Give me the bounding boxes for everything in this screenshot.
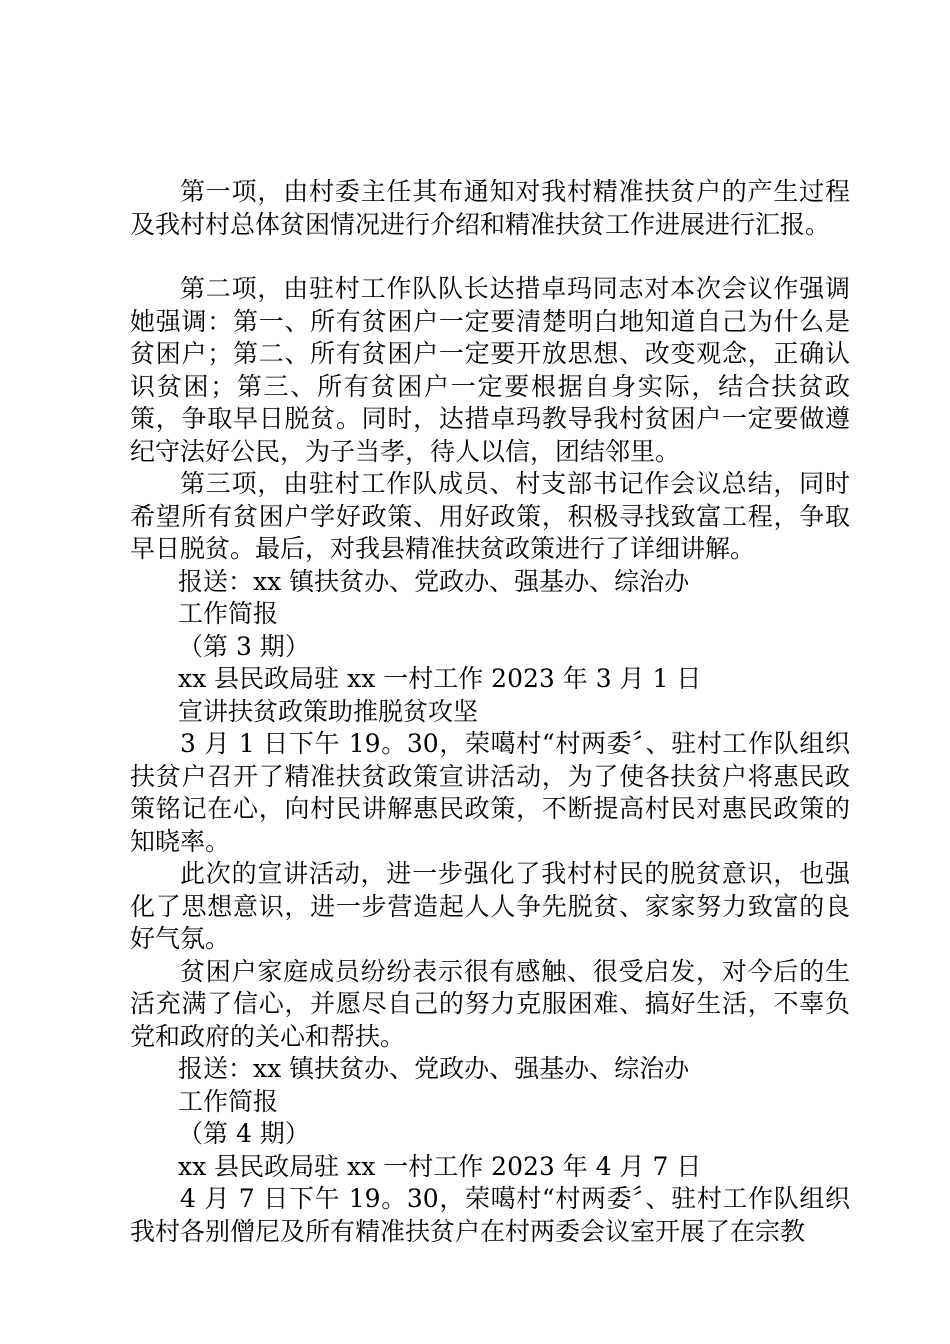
issuer-date-line: xx 县民政局驻 xx 一村工作 2023 年 3 月 1 日 [178, 664, 702, 693]
headline: 宣讲扶贫政策助推脱贫攻坚 [178, 696, 479, 726]
issue-paragraph: 贫困户家庭成员纷纷表示很有感触、很受启发，对今后的生活充满了信心，并愿尽自己的努力克服困难、搞好生活，不辜负党和政府的关心和帮扶。 [130, 956, 850, 1051]
issue-paragraph: 3 月 1 日下午 19。30，荣噶村“村两委〞、驻村工作队组织扶贫户召开了精准扶贫政策宣讲活动，为了使各扶贫户将惠民政策铭记在心，向村民讲解惠民政策，不断提高村民对惠民政策的知晓率。 [130, 729, 850, 856]
issuer-date-line: xx 县民政局驻 xx 一村工作 2023 年 4 月 7 日 [178, 1151, 702, 1181]
paragraph-gap [130, 241, 850, 273]
paragraph-item-one: 第一项，由村委主任其布通知对我村精准扶贫户的产生过程及我村村总体贫困情况进行介绍和精准扶贫工作进展进行汇报。 [130, 177, 850, 239]
report-to-line: 报送：xx 镇扶贫办、党政办、强基办、综治办 [178, 1054, 690, 1083]
bulletin-title: 工作简报 [178, 599, 279, 628]
bulletin-title: 工作简报 [178, 1086, 279, 1116]
paragraph-item-three: 第三项，由驻村工作队成员、村支部书记作会议总结，同时希望所有贫困户学好政策、用好政策，积极寻找致富工程，争取早日脱贫。最后，对我县精准扶贫政策进行了详细讲解。 [130, 469, 850, 563]
issue-paragraph: 4 月 7 日下午 19。30，荣噶村“村两委〞、驻村工作队组织我村各别僧尼及所有精准扶贫户在村两委会议室开展了在宗教 [130, 1184, 850, 1246]
report-to-line: 报送：xx 镇扶贫办、党政办、强基办、综治办 [178, 566, 690, 596]
document-page [130, 176, 850, 1248]
paragraph-item-two: 第二项，由驻村工作队队长达措卓玛同志对本次会议作强调她强调：第一、所有贫困户一定要清楚明白地知道自己为什么是贫困户；第二、所有贫困户一定要开放思想、改变观念，正确认识贫困；第三、所有贫困户一定要根据自身实际，结合扶贫政策，争取早日脱贫。同时，达措卓玛教导我村贫困户一定要做遵纪守法好公民，为子当孝，待人以信，团结邻里。 [130, 274, 850, 466]
issue-paragraph: 此次的宣讲活动，进一步强化了我村村民的脱贫意识，也强化了思想意识，进一步营造起人人争先脱贫、家家努力致富的良好气氛。 [130, 859, 850, 953]
issue-number: （第 4 期） [178, 1119, 310, 1148]
issue-number: （第 3 期） [178, 631, 310, 661]
